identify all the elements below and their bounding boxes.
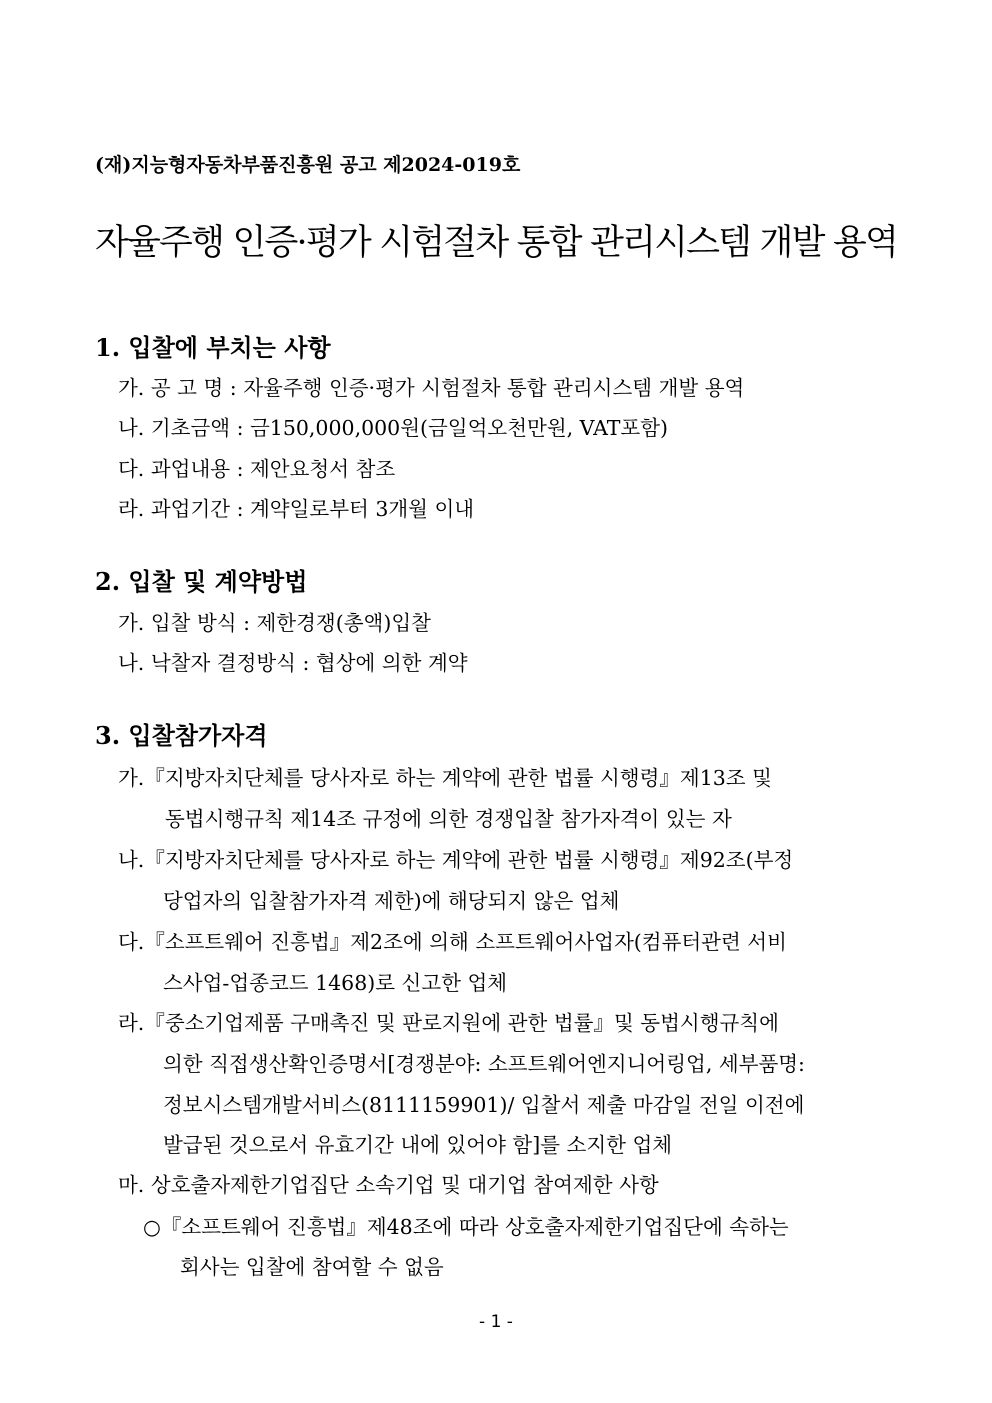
notice-number: (재)지능형자동차부품진흥원 공고 제2024-019호: [95, 154, 521, 176]
section-3-item-ma: 마. 상호출자제한기업집단 소속기업 및 대기업 참여제한 사항: [118, 1173, 659, 1197]
section-3-item-ra-line2: 의한 직접생산확인증명서[경쟁분야: 소프트웨어엔지니어링업, 세부품명:: [163, 1052, 805, 1076]
section-3-item-ra-line4: 발급된 것으로서 유효기간 내에 있어야 함]를 소지한 업체: [163, 1133, 673, 1157]
section-1-item-ra: 라. 과업기간 : 계약일로부터 3개월 이내: [118, 497, 475, 521]
section-1-item-da: 다. 과업내용 : 제안요청서 참조: [118, 457, 396, 481]
section-3-item-da-line2: 스사업-업종코드 1468)로 신고한 업체: [163, 971, 508, 995]
section-3-bullet-line1: ○『소프트웨어 진흥법』제48조에 따라 상호출자제한기업집단에 속하는: [143, 1215, 789, 1239]
section-3-item-da-line1: 다.『소프트웨어 진흥법』제2조에 의해 소프트웨어사업자(컴퓨터관련 서비: [118, 930, 787, 954]
page-number: - 1 -: [479, 1312, 513, 1332]
section-3-item-ra-line3: 정보시스템개발서비스(8111159901)/ 입찰서 제출 마감일 전일 이전에: [163, 1093, 805, 1117]
section-2-item-na: 나. 낙찰자 결정방식 : 협상에 의한 계약: [118, 651, 468, 675]
document-title: 자율주행 인증·평가 시험절차 통합 관리시스템 개발 용역: [95, 223, 897, 263]
section-3-item-ga-line1: 가.『지방자치단체를 당사자로 하는 계약에 관한 법률 시행령』제13조 및: [118, 766, 772, 790]
section-3-item-na-line2: 당업자의 입찰참가자격 제한)에 해당되지 않은 업체: [163, 889, 620, 913]
section-1-item-na: 나. 기초금액 : 금150,000,000원(금일억오천만원, VAT포함): [118, 416, 669, 440]
section-3-item-ga-line2: 동법시행규칙 제14조 규정에 의한 경쟁입찰 참가자격이 있는 자: [165, 807, 732, 831]
section-3-bullet-line2: 회사는 입찰에 참여할 수 없음: [180, 1255, 444, 1279]
section-3-item-ra-line1: 라.『중소기업제품 구매촉진 및 판로지원에 관한 법률』및 동법시행규칙에: [118, 1011, 779, 1035]
section-1-heading: 1. 입찰에 부치는 사항: [95, 333, 331, 362]
section-2-item-ga: 가. 입찰 방식 : 제한경쟁(총액)입찰: [118, 611, 431, 635]
section-2-heading: 2. 입찰 및 계약방법: [95, 567, 308, 596]
section-3-heading: 3. 입찰참가자격: [95, 721, 268, 750]
section-1-item-ga: 가. 공 고 명 : 자율주행 인증·평가 시험절차 통합 관리시스템 개발 용역: [118, 376, 745, 400]
section-3-item-na-line1: 나.『지방자치단체를 당사자로 하는 계약에 관한 법률 시행령』제92조(부정: [118, 848, 794, 872]
